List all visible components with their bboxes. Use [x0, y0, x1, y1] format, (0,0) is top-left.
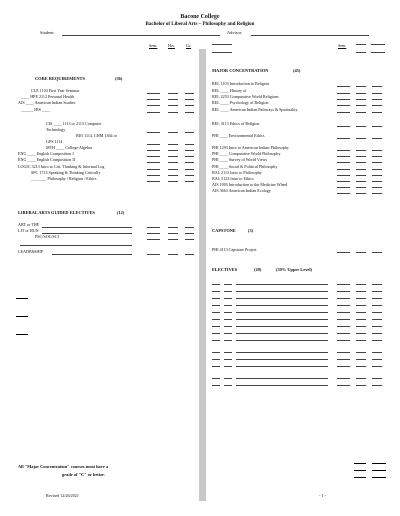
course-row: PHI 4113 Capstone Project — [212, 247, 257, 252]
grade-blank-line[interactable] — [236, 385, 328, 386]
grade-blank-line[interactable] — [372, 340, 382, 341]
course-row: GPS 1114 — [46, 139, 63, 144]
grade-blank-line[interactable] — [236, 359, 328, 360]
grade-blank-line[interactable] — [356, 378, 366, 379]
revised-date: Revised 12/26/2021 — [46, 493, 79, 498]
grade-blank-line[interactable] — [147, 112, 160, 113]
grade-blank-line[interactable] — [212, 319, 220, 320]
grade-blank-line[interactable] — [236, 284, 328, 285]
grade-blank-line[interactable] — [224, 333, 232, 334]
grade-blank-line[interactable] — [224, 340, 232, 341]
grade-blank-line[interactable] — [147, 239, 160, 240]
grade-blank-line[interactable] — [236, 305, 328, 306]
grade-blank-line[interactable] — [185, 254, 194, 255]
write-in-line[interactable] — [42, 227, 132, 228]
total-bar — [354, 463, 366, 464]
grade-blank-line[interactable] — [372, 298, 382, 299]
grade-blank-line[interactable] — [147, 150, 160, 151]
grade-blank-line[interactable] — [168, 99, 178, 100]
blank-line — [371, 52, 385, 53]
grade-blank-line[interactable] — [236, 366, 328, 367]
grade-blank-line[interactable] — [185, 132, 194, 133]
grade-blank-line[interactable] — [212, 305, 220, 306]
electives-note: (50% Upper Level) — [276, 267, 313, 272]
core-hours: (36) — [115, 76, 123, 81]
grade-blank-line[interactable] — [356, 312, 366, 313]
grade-blank-line[interactable] — [168, 162, 178, 163]
student-field[interactable] — [62, 35, 220, 36]
course-row: BIO 1114, CHM 1364 or — [76, 133, 117, 138]
grade-blank-line[interactable] — [224, 352, 232, 353]
total-bar — [372, 463, 386, 464]
grade-blank-line[interactable] — [372, 312, 382, 313]
grade-blank-line[interactable] — [372, 187, 382, 188]
grade-blank-line[interactable] — [337, 105, 350, 106]
grade-blank-line[interactable] — [236, 378, 328, 379]
grade-blank-line[interactable] — [168, 156, 178, 157]
blank-line — [356, 44, 366, 45]
grade-blank-line[interactable] — [212, 333, 220, 334]
grade-blank-line[interactable] — [356, 305, 366, 306]
grade-blank-line[interactable] — [147, 233, 160, 234]
grade-blank-line[interactable] — [372, 86, 382, 87]
course-row: ___ ____ Philosophy / Religion / Ethics — [31, 176, 97, 181]
electives-hours: (28) — [254, 267, 262, 272]
course-row: ENG ____ English Composition I — [18, 151, 74, 156]
sem-header-right: Sem. — [338, 43, 347, 48]
grade-blank-line[interactable] — [224, 312, 232, 313]
grade-blank-line[interactable] — [224, 326, 232, 327]
grade-blank-line[interactable] — [372, 175, 382, 176]
degree-title: Bachelor of Liberal Arts – Philosophy and Religion — [145, 22, 255, 27]
grade-blank-line[interactable] — [185, 112, 194, 113]
grade-blank-line[interactable] — [147, 227, 160, 228]
grade-note-line1: All "Major Concentration" courses must have a — [18, 464, 109, 469]
grade-blank-line[interactable] — [337, 175, 350, 176]
grade-blank-line[interactable] — [236, 298, 328, 299]
grade-blank-line[interactable] — [356, 359, 366, 360]
grade-blank-line[interactable] — [356, 175, 366, 176]
grade-blank-line[interactable] — [356, 385, 366, 386]
grade-blank-line[interactable] — [337, 291, 350, 292]
grade-blank-line[interactable] — [168, 132, 178, 133]
total-bar — [372, 477, 386, 478]
grade-blank-line[interactable] — [168, 93, 178, 94]
grade-blank-line[interactable] — [168, 233, 178, 234]
course-row: AIS 1003 Introduction to the Medicine Wheel — [212, 182, 288, 187]
grade-blank-line[interactable] — [337, 340, 350, 341]
grade-blank-line[interactable] — [236, 333, 328, 334]
course-row: REL ____ Psychology of Religion — [212, 100, 269, 105]
course-row: ____ HPE 2112 Personal Health — [21, 94, 75, 99]
course-row: PHI ____ Environmental Ethics — [212, 133, 265, 138]
grade-blank-line[interactable] — [356, 326, 366, 327]
grade-blank-line[interactable] — [224, 359, 232, 360]
grade-blank-line[interactable] — [212, 385, 220, 386]
grade-blank-line[interactable] — [337, 86, 350, 87]
grade-blank-line[interactable] — [185, 99, 194, 100]
grade-blank-line[interactable] — [356, 156, 366, 157]
grade-blank-line[interactable] — [356, 162, 366, 163]
grade-blank-line[interactable] — [356, 187, 366, 188]
grade-blank-line[interactable] — [236, 291, 328, 292]
grade-blank-line[interactable] — [356, 319, 366, 320]
grade-blank-line[interactable] — [147, 175, 160, 176]
advisor-field[interactable] — [251, 35, 369, 36]
course-row: CIS ____ 1113 or 2113 Computer — [46, 121, 102, 126]
grade-blank-line[interactable] — [185, 93, 194, 94]
grade-blank-line[interactable] — [372, 305, 382, 306]
course-row: PHI 1293 Intro to American Indian Philosophy — [212, 145, 289, 150]
grade-blank-line[interactable] — [337, 385, 350, 386]
course-row: REL ____ American Indian Pathways & Spirituality — [212, 107, 298, 112]
grade-blank-line[interactable] — [372, 284, 382, 285]
grade-blank-line[interactable] — [185, 233, 194, 234]
grade-blank-line[interactable] — [147, 162, 160, 163]
hrs-header: Hrs. — [168, 43, 175, 48]
grade-blank-line[interactable] — [337, 150, 350, 151]
grade-blank-line[interactable] — [372, 385, 382, 386]
grade-blank-line[interactable] — [236, 312, 328, 313]
grade-blank-line[interactable] — [212, 340, 220, 341]
guided-title: LIBERAL ARTS GUIDED ELECTIVES — [18, 210, 95, 215]
grade-blank-line[interactable] — [372, 112, 382, 113]
course-row: ______ HIS ____ — [21, 107, 51, 112]
grade-blank-line[interactable] — [224, 319, 232, 320]
course-row: ENG ____ English Composition II — [18, 157, 76, 162]
marker-bar — [16, 298, 28, 299]
grade-blank-line[interactable] — [372, 99, 382, 100]
grade-blank-line[interactable] — [168, 105, 178, 106]
total-bar — [354, 477, 366, 478]
course-row: Technology — [46, 127, 66, 132]
grade-blank-line[interactable] — [337, 312, 350, 313]
course-row: PHI ____ Survey of World Views — [212, 157, 268, 162]
guided-row: LIT or HUN — [18, 228, 39, 233]
course-row: CLE 1103 First Year Seminar — [31, 88, 80, 93]
grade-blank-line[interactable] — [356, 126, 366, 127]
grade-blank-line[interactable] — [147, 181, 160, 182]
grade-blank-line[interactable] — [372, 252, 382, 253]
grade-blank-line[interactable] — [168, 181, 178, 182]
grade-blank-line[interactable] — [337, 298, 350, 299]
concentration-hours: (45) — [293, 68, 301, 73]
grade-blank-line[interactable] — [147, 99, 160, 100]
grade-blank-line[interactable] — [224, 291, 232, 292]
grade-blank-line[interactable] — [212, 284, 220, 285]
grade-blank-line[interactable] — [372, 352, 382, 353]
grade-blank-line[interactable] — [224, 284, 232, 285]
grade-blank-line[interactable] — [168, 112, 178, 113]
grade-blank-line[interactable] — [236, 326, 328, 327]
grade-blank-line[interactable] — [168, 254, 178, 255]
grade-blank-line[interactable] — [185, 175, 194, 176]
grade-blank-line[interactable] — [168, 144, 178, 145]
course-row: AIS ____ American Indian Studies — [18, 100, 76, 105]
grade-blank-line[interactable] — [224, 378, 232, 379]
grade-blank-line[interactable] — [337, 252, 350, 253]
column-divider — [199, 49, 206, 501]
course-row: BAL 3123 Intro to Ethics — [212, 176, 254, 181]
grade-blank-line[interactable] — [356, 352, 366, 353]
capstone-title: CAPSTONE — [212, 228, 236, 233]
grade-blank-line[interactable] — [356, 99, 366, 100]
course-row: PHI ____ Social & Political Philosophy — [212, 164, 278, 169]
grade-blank-line[interactable] — [356, 252, 366, 253]
grade-blank-line[interactable] — [185, 227, 194, 228]
grade-blank-line[interactable] — [337, 366, 350, 367]
grade-blank-line[interactable] — [372, 291, 382, 292]
grade-blank-line[interactable] — [337, 181, 350, 182]
grade-blank-line[interactable] — [356, 340, 366, 341]
grade-blank-line[interactable] — [372, 181, 382, 182]
guided-row: LEADERSHIP — [18, 249, 44, 254]
marker-bar — [16, 334, 28, 335]
grade-blank-line[interactable] — [372, 333, 382, 334]
grade-blank-line[interactable] — [337, 156, 350, 157]
grade-blank-line[interactable] — [356, 150, 366, 151]
grade-blank-line[interactable] — [337, 112, 350, 113]
grade-blank-line[interactable] — [147, 105, 160, 106]
grade-blank-line[interactable] — [212, 326, 220, 327]
grade-blank-line[interactable] — [356, 193, 366, 194]
grade-blank-line[interactable] — [356, 138, 366, 139]
grade-blank-line[interactable] — [147, 254, 160, 255]
concentration-title: MAJOR CONCENTRATION — [212, 68, 269, 73]
course-row: PHI ____ Comparative World Philosophy — [212, 151, 281, 156]
blank-line — [212, 44, 232, 45]
course-row: REL ____ History of — [212, 88, 247, 93]
grade-blank-line[interactable] — [236, 352, 328, 353]
grade-blank-line[interactable] — [372, 319, 382, 320]
course-row: AIS 3663 American Indian Ecology — [212, 188, 271, 193]
college-name: Bacone College — [180, 14, 220, 20]
grade-blank-line[interactable] — [212, 298, 220, 299]
course-row: LOGIC 3213 Intro to Crit. Thinking & Informal Log — [18, 164, 105, 169]
grade-blank-line[interactable] — [224, 385, 232, 386]
grade-blank-line[interactable] — [337, 99, 350, 100]
grade-blank-line[interactable] — [147, 93, 160, 94]
blank-line — [356, 52, 366, 53]
grade-blank-line[interactable] — [212, 352, 220, 353]
course-row: REL 2253 Comparative World Religions — [212, 94, 279, 99]
grade-blank-line[interactable] — [337, 138, 350, 139]
grade-note-line2: grade of "C" or better. — [62, 472, 105, 477]
grade-blank-line[interactable] — [337, 333, 350, 334]
grade-blank-line[interactable] — [212, 291, 220, 292]
grade-blank-line[interactable] — [224, 366, 232, 367]
course-row: MTH ____ College Algebra — [46, 145, 93, 150]
grade-blank-line[interactable] — [372, 378, 382, 379]
grade-blank-line[interactable] — [356, 93, 366, 94]
grade-blank-line[interactable] — [337, 305, 350, 306]
grade-blank-line[interactable] — [147, 156, 160, 157]
grade-blank-line[interactable] — [337, 378, 350, 379]
grade-blank-line[interactable] — [372, 359, 382, 360]
grade-blank-line[interactable] — [372, 193, 382, 194]
grade-blank-line[interactable] — [337, 284, 350, 285]
grade-blank-line[interactable] — [337, 187, 350, 188]
electives-title: ELECTIVES — [212, 267, 238, 272]
grade-blank-line[interactable] — [372, 162, 382, 163]
grade-blank-line[interactable] — [337, 326, 350, 327]
grade-blank-line[interactable] — [372, 126, 382, 127]
grade-blank-line[interactable] — [212, 359, 220, 360]
guided-row: ART or THE — [18, 222, 40, 227]
total-bar — [372, 470, 386, 471]
grade-blank-line[interactable] — [372, 326, 382, 327]
grade-blank-line[interactable] — [372, 105, 382, 106]
grade-blank-line[interactable] — [356, 112, 366, 113]
grade-blank-line[interactable] — [337, 169, 350, 170]
grade-blank-line[interactable] — [212, 312, 220, 313]
grade-blank-line[interactable] — [372, 156, 382, 157]
grade-blank-line[interactable] — [372, 169, 382, 170]
write-in-line[interactable] — [52, 254, 132, 255]
grade-blank-line[interactable] — [212, 378, 220, 379]
grade-blank-line[interactable] — [356, 86, 366, 87]
grade-blank-line[interactable] — [337, 319, 350, 320]
grade-blank-line[interactable] — [356, 366, 366, 367]
page-number: - 1 - — [319, 493, 327, 498]
grade-blank-line[interactable] — [356, 333, 366, 334]
grade-blank-line[interactable] — [168, 175, 178, 176]
student-label: Student: — [40, 30, 55, 35]
grade-blank-line[interactable] — [185, 239, 194, 240]
grade-blank-line[interactable] — [185, 144, 194, 145]
grade-blank-line[interactable] — [147, 169, 160, 170]
grade-blank-line[interactable] — [337, 359, 350, 360]
grade-blank-line[interactable] — [224, 305, 232, 306]
grade-blank-line[interactable] — [356, 181, 366, 182]
grade-blank-line[interactable] — [185, 156, 194, 157]
marker-bar — [16, 316, 28, 317]
advisor-label: Advisor: — [227, 30, 243, 35]
grade-blank-line[interactable] — [147, 132, 160, 133]
grade-blank-line[interactable] — [337, 93, 350, 94]
grade-blank-line[interactable] — [185, 105, 194, 106]
grade-blank-line[interactable] — [337, 162, 350, 163]
grade-blank-line[interactable] — [372, 138, 382, 139]
grade-blank-line[interactable] — [185, 162, 194, 163]
grade-blank-line[interactable] — [356, 169, 366, 170]
guided-row: PSC/SOC/SCI — [35, 234, 59, 239]
write-in-line[interactable] — [20, 245, 132, 246]
total-bar — [354, 470, 366, 471]
grade-blank-line[interactable] — [168, 169, 178, 170]
grade-blank-line[interactable] — [356, 105, 366, 106]
blank-line — [371, 44, 385, 45]
grade-blank-line[interactable] — [168, 227, 178, 228]
course-row: REL 3113 Ethics of Religion — [212, 121, 260, 126]
capstone-hours: (3) — [248, 228, 254, 233]
course-row: BAL 2113 Intro to Philosophy — [212, 170, 262, 175]
grade-blank-line[interactable] — [372, 93, 382, 94]
grade-blank-line[interactable] — [356, 291, 366, 292]
grade-blank-line[interactable] — [185, 181, 194, 182]
grade-blank-line[interactable] — [168, 239, 178, 240]
grade-blank-line[interactable] — [236, 319, 328, 320]
grade-blank-line[interactable] — [337, 126, 350, 127]
grade-blank-line[interactable] — [356, 298, 366, 299]
grade-blank-line[interactable] — [236, 340, 328, 341]
grade-blank-line[interactable] — [185, 150, 194, 151]
grade-blank-line[interactable] — [337, 352, 350, 353]
grade-blank-line[interactable] — [224, 298, 232, 299]
course-row: REL 1103 Introduction to Religion — [212, 81, 270, 86]
grade-blank-line[interactable] — [372, 366, 382, 367]
gr-header: Gr. — [186, 43, 192, 48]
blank-line — [212, 52, 232, 53]
grade-blank-line[interactable] — [356, 284, 366, 285]
grade-blank-line[interactable] — [168, 150, 178, 151]
course-row: SPC 1713 Speaking & Thinking Critically — [31, 170, 101, 175]
grade-blank-line[interactable] — [212, 366, 220, 367]
grade-blank-line[interactable] — [337, 193, 350, 194]
grade-blank-line[interactable] — [185, 169, 194, 170]
guided-hours: (12) — [117, 210, 125, 215]
sem-header: Sem. — [149, 43, 158, 48]
grade-blank-line[interactable] — [147, 144, 160, 145]
core-title: CORE REQUIREMENTS — [35, 76, 85, 81]
grade-blank-line[interactable] — [372, 150, 382, 151]
